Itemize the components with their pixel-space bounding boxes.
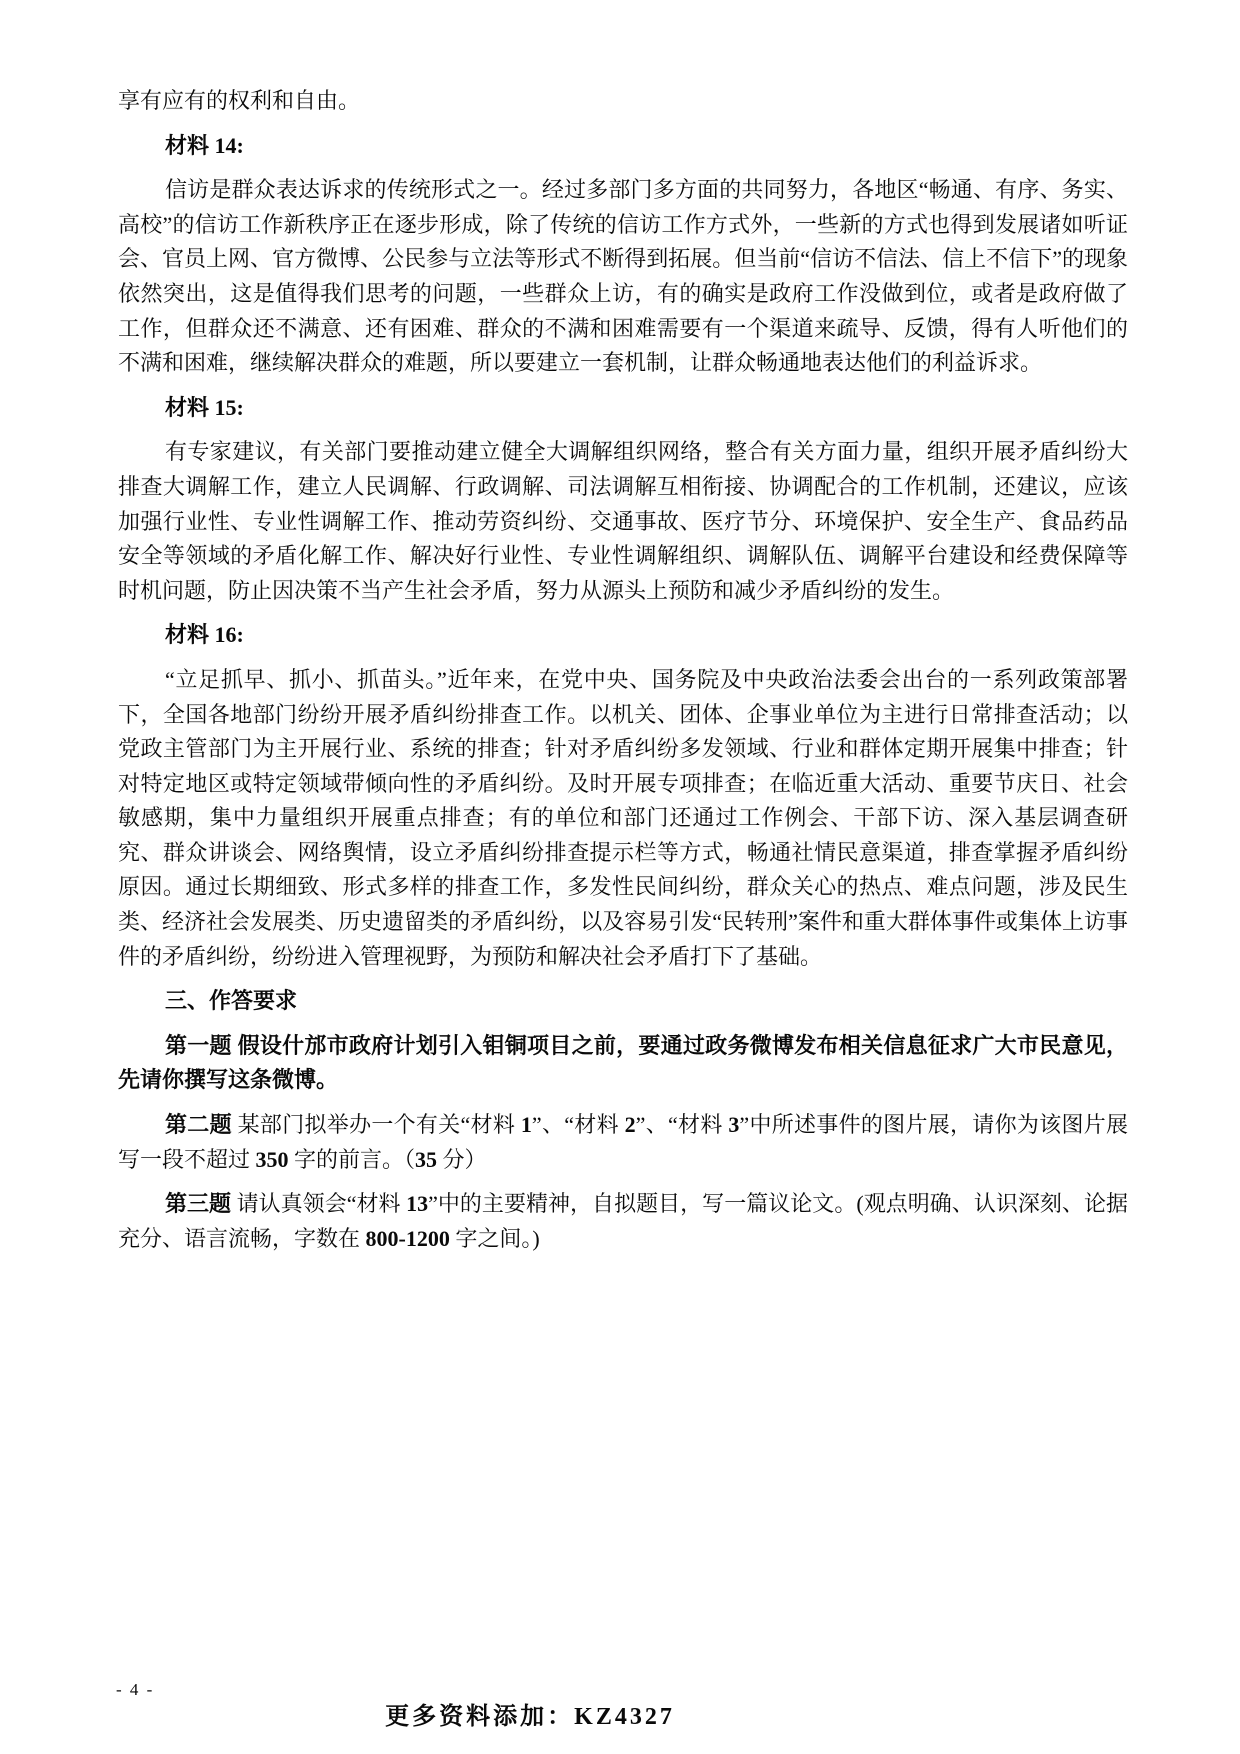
- material-16-heading: 材料 16:: [165, 622, 244, 648]
- question-2: 第二题 某部门拟举办一个有关“材料 1”、“材料 2”、“材料 3”中所述事件的图片展，请你为该图片展写一段不超过 350 字的前言。（35 分）: [118, 1112, 1129, 1172]
- question-3: 第三题 请认真领会“材料 13”中的主要精神，自拟题目，写一篇议论文。(观点明确、认识深刻、论据充分、语言流畅，字数在 800-1200 字之间。): [118, 1191, 1128, 1251]
- material-14-heading: 材料 14:: [165, 132, 244, 158]
- answer-requirements-heading: 三、作答要求: [165, 988, 298, 1014]
- question-1: 第一题 假设什邡市政府计划引入钼铜项目之前，要通过政务微博发布相关信息征求广大市民意见，先请你撰写这条微博。: [118, 1032, 1128, 1093]
- material-15-heading: 材料 15:: [165, 394, 244, 420]
- page-number: - 4 -: [116, 1680, 155, 1699]
- footer-note: 更多资料添加：KZ4327: [385, 1704, 675, 1730]
- paragraph-continuation: 享有应有的权利和自由。: [118, 88, 361, 113]
- material-15-body: 有专家建议，有关部门要推动建立健全大调解组织网络，整合有关方面力量，组织开展矛盾纠纷大排查大调解工作，建立人民调解、行政调解、司法调解互相衔接、协调配合的工作机制，还建议，应该加强行业性、专业性调解工作、推动劳资纠纷、交通事故、医疗节分、环境保护、安全生产、食品药品安全等领域的矛盾化解工作、解决好行业性、专业性调解组织、调解队伍、调解平台建设和经费保障等时机问题，防止因决策不当产生社会矛盾，努力从源头上预防和减少矛盾纠纷的发生。: [118, 439, 1128, 603]
- material-16-body: “立足抓早、抓小、抓苗头。”近年来，在党中央、国务院及中央政治法委会出台的一系列政策部署下，全国各地部门纷纷开展矛盾纠纷排查工作。以机关、团体、企事业单位为主进行日常排查活动；以党政主管部门为主开展行业、系统的排查；针对矛盾纠纷多发领域、行业和群体定期开展集中排查；针对特定地区或特定领域带倾向性的矛盾纠纷。及时开展专项排查；在临近重大活动、重要节庆日、社会敏感期，集中力量组织开展重点排查；有的单位和部门还通过工作例会、干部下访、深入基层调查研究、群众讲谈会、网络舆情，设立矛盾纠纷排查提示栏等方式，畅通社情民意渠道，排查掌握矛盾纠纷原因。通过长期细致、形式多样的排查工作，多发性民间纠纷，群众关心的热点、难点问题，涉及民生类、经济社会发展类、历史遗留类的矛盾纠纷，以及容易引发“民转刑”案件和重大群体事件或集体上访事件的矛盾纠纷，纷纷进入管理视野，为预防和解决社会矛盾打下了基础。: [118, 666, 1128, 969]
- material-14-body: 信访是群众表达诉求的传统形式之一。经过多部门多方面的共同努力，各地区“畅通、有序、务实、高校”的信访工作新秩序正在逐步形成，除了传统的信访工作方式外，一些新的方式也得到发展诸如听证会、官员上网、官方微博、公民参与立法等形式不断得到拓展。但当前“信访不信法、信上不信下”的现象依然突出，这是值得我们思考的问题，一些群众上访，有的确实是政府工作没做到位，或者是政府做了工作，但群众还不满意、还有困难、群众的不满和困难需要有一个渠道来疏导、反馈，得有人听他们的不满和困难，继续解决群众的难题，所以要建立一套机制，让群众畅通地表达他们的利益诉求。: [118, 177, 1128, 376]
